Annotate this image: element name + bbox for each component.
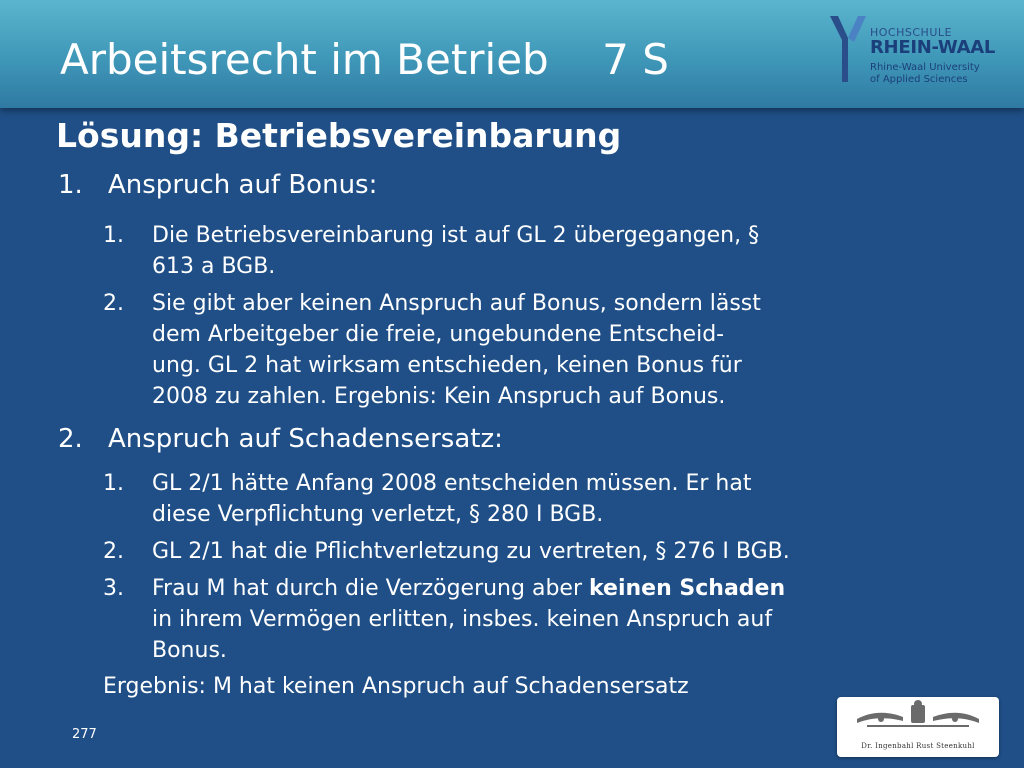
section-heading-text: Anspruch auf Bonus: bbox=[108, 170, 378, 200]
logo-line-university: Rhine-Waal University bbox=[870, 62, 980, 73]
list-item-line: ung. GL 2 hat wirksam entschieden, keinen Bonus für bbox=[152, 353, 742, 378]
list-item-number: 1. bbox=[103, 471, 124, 496]
list-item-line: in ihrem Vermögen erlitten, insbes. keinen Anspruch auf bbox=[152, 607, 773, 632]
list-item-number: 1. bbox=[103, 223, 124, 248]
list-item-number: 3. bbox=[103, 576, 124, 601]
section-number: 1. bbox=[58, 170, 83, 200]
list-item-line: dem Arbeitgeber die freie, ungebundene Entscheid- bbox=[152, 322, 725, 347]
list-item-line: 2008 zu zahlen. Ergebnis: Kein Anspruch auf Bonus. bbox=[152, 384, 726, 409]
logo-line-hochschule: HOCHSCHULE bbox=[870, 26, 952, 39]
slide-title: Arbeitsrecht im Betrieb 7 S bbox=[60, 35, 669, 84]
list-item-line bbox=[152, 573, 785, 604]
slide-header bbox=[0, 0, 1024, 108]
result-text: Ergebnis: M hat keinen Anspruch auf Schadensersatz bbox=[103, 674, 689, 699]
emphasis-text: keinen Schaden bbox=[588, 576, 786, 601]
list-item-line: GL 2/1 hätte Anfang 2008 entscheiden müssen. Er hat bbox=[152, 471, 752, 496]
university-logo bbox=[828, 12, 1008, 96]
slide-subtitle: Lösung: Betriebsvereinbarung bbox=[56, 116, 622, 155]
section-heading-text: Anspruch auf Schadensersatz: bbox=[108, 424, 503, 454]
page-number: 277 bbox=[72, 727, 97, 742]
list-item-line: GL 2/1 hat die Pflichtverletzung zu vertreten, § 276 I BGB. bbox=[152, 539, 790, 564]
logo-y-mark-icon bbox=[828, 12, 870, 96]
list-item-line: Sie gibt aber keinen Anspruch auf Bonus, sondern lässt bbox=[152, 291, 761, 316]
list-item-line: Bonus. bbox=[152, 638, 227, 663]
law-firm-stamp bbox=[837, 697, 999, 757]
list-item-line: Die Betriebsvereinbarung ist auf GL 2 übergegangen, § bbox=[152, 223, 760, 248]
list-item-line: 613 a BGB. bbox=[152, 254, 276, 279]
logo-line-rhein-waal: RHEIN-WAAL bbox=[870, 37, 996, 58]
coat-of-arms-icon bbox=[837, 697, 999, 741]
section-number: 2. bbox=[58, 424, 83, 454]
logo-line-applied-sciences: of Applied Sciences bbox=[870, 74, 968, 85]
list-item-number: 2. bbox=[103, 291, 124, 316]
list-item-text: Frau M hat durch die Verzögerung aber bbox=[152, 576, 589, 601]
list-item-number: 2. bbox=[103, 539, 124, 564]
list-item-line: diese Verpflichtung verletzt, § 280 I BGB. bbox=[152, 502, 604, 527]
stamp-text: Dr. Ingenbahl Rust Steenkuhl bbox=[861, 742, 975, 750]
